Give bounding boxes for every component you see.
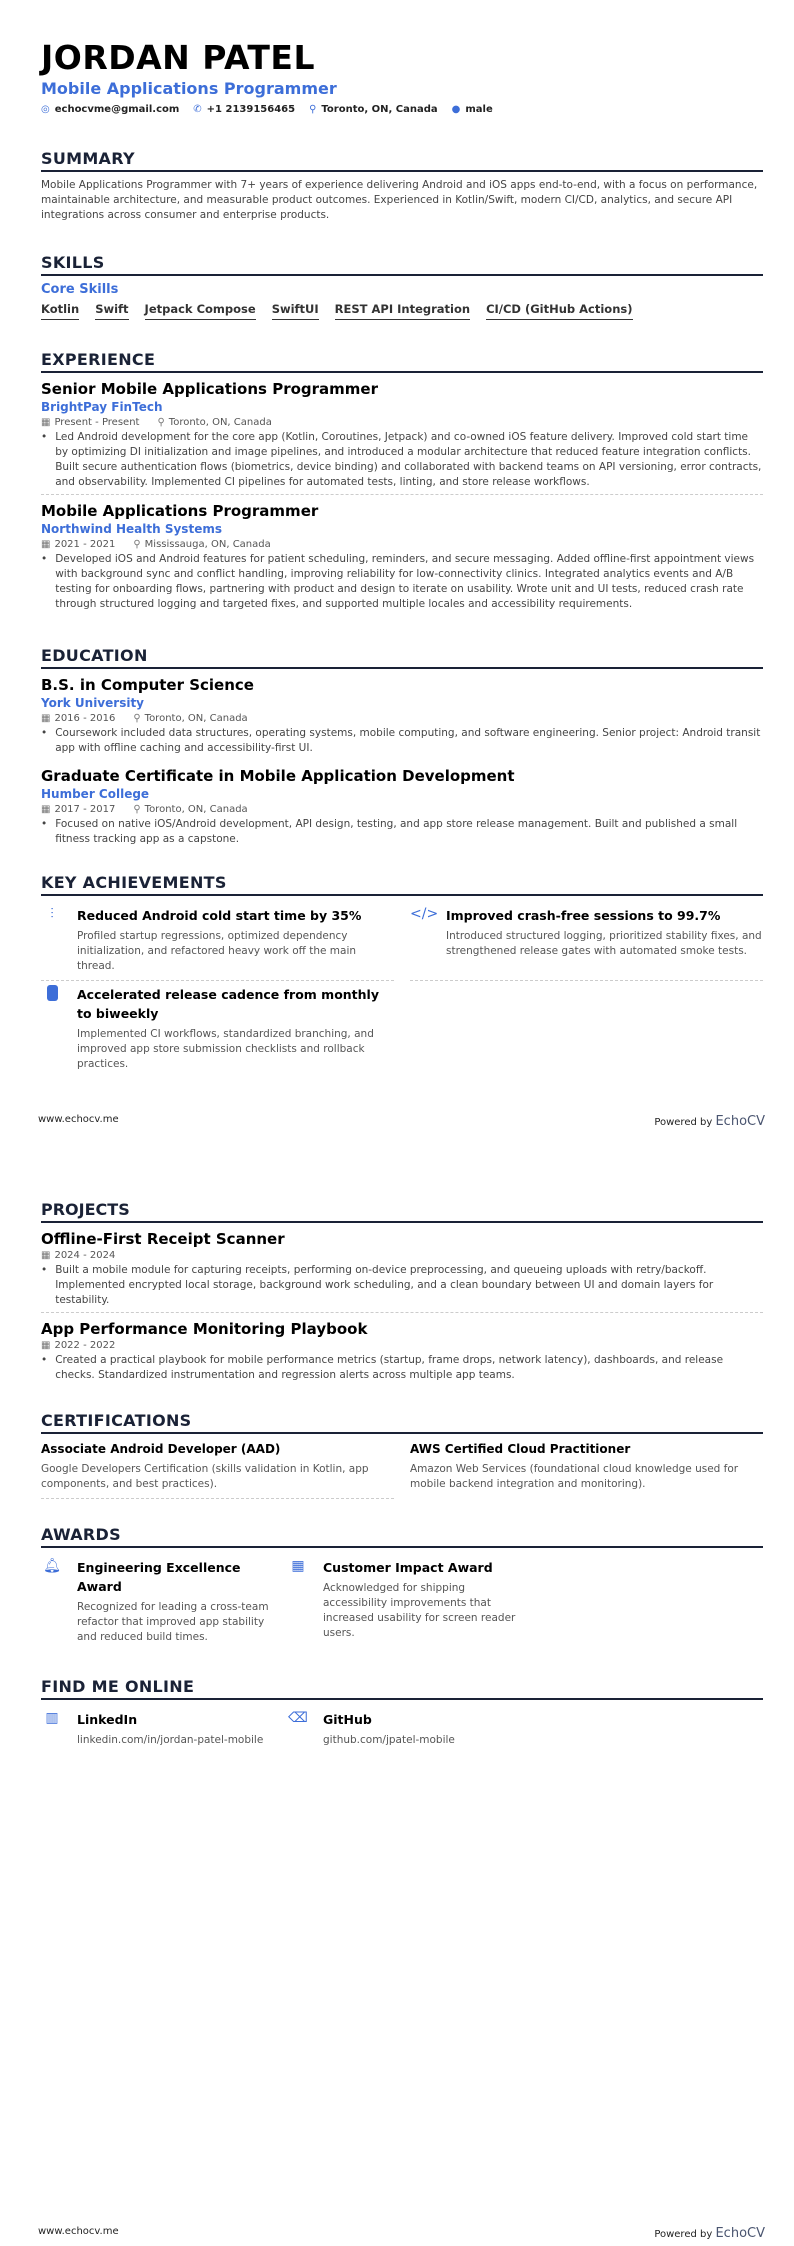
code-icon: </> [410,906,439,922]
awards-section [41,1525,763,1651]
school-location: Toronto, ON, Canada [144,804,248,815]
school: Humber College [41,787,150,801]
project-item [41,1319,763,1387]
section-title: SKILLS [41,253,763,276]
school: York University [41,696,145,710]
calendar-icon: ▦ [41,1340,51,1351]
footer-site[interactable]: www.echocv.me [38,2226,119,2237]
summary-section [41,149,763,223]
location: Toronto, ON, Canada [321,104,438,115]
project-title: Offline-First Receipt Scanner [41,1230,285,1248]
project-item [41,1229,763,1313]
degree: B.S. in Computer Science [41,676,254,694]
at-icon: ◎ [41,104,50,115]
cert-text: Amazon Web Services (foundational cloud knowledge used for mobile backend integration and monitoring). [410,1463,739,1490]
sliders-icon: ⫶ [50,906,54,922]
footer-powered: Powered by [654,1117,713,1128]
description: Built a mobile module for capturing receipts, performing on-device preprocessing, and queueing uploads with retry/backoff. Implemented encrypted local storage, background work scheduling, and a clean boundary between UI and domain layers for testability. [55,1264,714,1306]
bullet-icon: • [41,1354,48,1366]
footer-site[interactable]: www.echocv.me [38,1114,119,1125]
skill-group-title: Core Skills [41,282,119,297]
person-icon: ● [451,104,461,115]
description: Developed iOS and Android features for patient scheduling, reminders, and secure messaging. Added offline-first appointment views with background sync and conflict handling, improving reliability for low-connectivity clinics. Integrated analytics events and A/B testing for onboarding flows, partnering with product and design to iterate on usability. Wrote unit and UI tests, reduced crash rate through structured logging and targeted fixes, and supported multiple locales and accessibility requirements. [55,553,755,610]
achievement-text: Profiled startup regressions, optimized dependency initialization, and refactored heavy work off the main thread. [77,930,357,972]
bullet-icon: • [41,1264,48,1276]
achievement-title: Reduced Android cold start time by 35% [77,908,362,923]
online-link[interactable]: github.com/jpatel-mobile [323,1734,455,1746]
experience-item [41,379,763,495]
achievement-title: Accelerated release cadence from monthly to biweekly [77,987,379,1021]
certification-item [41,1440,394,1499]
section-title: EXPERIENCE [41,350,763,373]
online-section [41,1677,763,1754]
skill-chip: SwiftUI [272,302,319,320]
calendar-icon: ▦ [41,713,51,724]
bell-icon: 🔔︎ [43,1558,61,1574]
section-title: CERTIFICATIONS [41,1411,763,1434]
dates: 2021 - 2021 [54,539,116,550]
skill-chip: REST API Integration [335,302,470,320]
job-location: Toronto, ON, Canada [168,417,272,428]
achievements-section [41,873,763,1078]
contact-row [41,104,763,115]
dates: Present - Present [54,417,140,428]
experience-item [41,501,763,616]
cert-text: Google Developers Certification (skills validation in Kotlin, app components, and best practices). [41,1463,369,1490]
phone[interactable]: +1 2139156465 [206,104,296,115]
calendar-icon: ▦ [41,417,51,428]
bullet-icon: • [41,818,48,830]
award-text: Recognized for leading a cross-team refactor that improved app stability and reduced build times. [77,1601,269,1643]
calendar-icon: ▦ [41,804,51,815]
tag-close-icon: ⌫ [288,1710,308,1726]
skills-list [41,302,763,320]
dates: 2017 - 2017 [54,804,116,815]
achievement-item [410,902,763,981]
page-footer [38,2226,765,2241]
section-title: FIND ME ONLINE [41,1677,763,1700]
projects-section [41,1200,763,1387]
job-location: Mississauga, ON, Canada [144,539,271,550]
degree: Graduate Certificate in Mobile Application Development [41,767,515,785]
cert-title: AWS Certified Cloud Practitioner [410,1442,631,1456]
page-footer [38,1114,765,1129]
skill-chip: CI/CD (GitHub Actions) [486,302,632,320]
award-title: Engineering Excellence Award [77,1560,241,1594]
resume-page-2 [41,1200,763,1754]
education-item [41,675,763,760]
description: Focused on native iOS/Android development, API design, testing, and app store release management. Built and published a small fitness tracking app as a capstone. [55,818,738,845]
bullet-icon: • [41,431,48,443]
calendar-icon: ▦ [41,1250,51,1261]
clipboard-icon [41,985,63,1072]
calendar-icon: ▦ [41,539,51,550]
section-title: PROJECTS [41,1200,763,1223]
online-item-github [287,1706,517,1754]
achievement-item [41,981,394,1078]
description: Created a practical playbook for mobile performance metrics (startup, frame drops, network latency), dashboards, and release checks. Standardized instrumentation and regression alerts across multiple app teams. [55,1354,724,1381]
footer-brand[interactable]: EchoCV [715,1114,765,1129]
location-icon: ⚲ [309,104,317,115]
location-icon: ⚲ [133,713,141,724]
achievement-title: Improved crash-free sessions to 99.7% [446,908,721,923]
footer-brand[interactable]: EchoCV [715,2226,765,2241]
skill-chip: Jetpack Compose [145,302,256,320]
email[interactable]: echocvme@gmail.com [54,104,180,115]
award-item [41,1554,271,1651]
company: Northwind Health Systems [41,522,222,536]
education-section [41,646,763,851]
achievement-item [41,902,394,981]
section-title: SUMMARY [41,149,763,172]
location-icon: ⚲ [133,804,141,815]
footer-powered: Powered by [654,2229,713,2240]
online-title: LinkedIn [77,1712,138,1727]
skills-section [41,253,763,320]
school-location: Toronto, ON, Canada [144,713,248,724]
bullet-icon: • [41,727,48,739]
award-title: Customer Impact Award [323,1560,493,1575]
section-title: EDUCATION [41,646,763,669]
candidate-role: Mobile Applications Programmer [41,79,337,98]
job-title: Senior Mobile Applications Programmer [41,380,378,398]
description: Coursework included data structures, operating systems, mobile computing, and software engineering. Senior project: Android transit app with offline caching and accessibility-first UI. [55,727,761,754]
education-item [41,766,763,851]
location-icon: ⚲ [133,539,141,550]
experience-section [41,350,763,616]
online-link[interactable]: linkedin.com/in/jordan-patel-mobile [77,1734,264,1746]
dates: 2016 - 2016 [54,713,116,724]
calendar-icon: ▦ [291,1558,305,1574]
chart-icon: ▥ [45,1710,59,1726]
gender: male [465,104,493,115]
award-text: Acknowledged for shipping accessibility improvements that increased usability for screen reader users. [323,1582,516,1639]
phone-icon: ✆ [193,104,202,115]
bullet-icon: • [41,553,48,565]
resume-page-1 [41,38,763,1078]
online-title: GitHub [323,1712,372,1727]
achievement-text: Introduced structured logging, prioritized stability fixes, and strengthened release gates with automated smoke tests. [446,930,762,957]
section-title: AWARDS [41,1525,763,1548]
summary-text: Mobile Applications Programmer with 7+ years of experience delivering Android and iOS apps end-to-end, with a focus on performance, maintainable architecture, and measurable product outcomes. Experienced in Kotlin/Swift, modern CI/CD, analytics, and secure API integrations across consumer and enterprise products. [41,179,758,221]
online-item-linkedin [41,1706,271,1754]
certifications-section [41,1411,763,1499]
award-item [287,1554,517,1651]
dates: 2022 - 2022 [54,1340,116,1351]
achievement-text: Implemented CI workflows, standardized branching, and improved app store submission checklists and rollback practices. [77,1028,374,1070]
certification-item [410,1440,763,1499]
section-title: KEY ACHIEVEMENTS [41,873,763,896]
project-title: App Performance Monitoring Playbook [41,1320,368,1338]
job-title: Mobile Applications Programmer [41,502,319,520]
location-icon: ⚲ [157,417,165,428]
description: Led Android development for the core app (Kotlin, Coroutines, Jetpack) and co-owned iOS feature delivery. Improved cold start time by optimizing DI initialization and image pipelines, and introduced a modular architecture that reduced feature integration conflicts. Built secure authentication flows (biometrics, device binding) and collaborated with backend teams on API versioning, error contracts, and observability. Implemented CI pipelines for automated tests, linting, and store release workflows. [55,431,762,488]
candidate-name: JORDAN PATEL [41,38,315,77]
cert-title: Associate Android Developer (AAD) [41,1442,281,1456]
skill-chip: Kotlin [41,302,79,320]
dates: 2024 - 2024 [54,1250,116,1261]
skill-chip: Swift [95,302,128,320]
company: BrightPay FinTech [41,400,163,414]
